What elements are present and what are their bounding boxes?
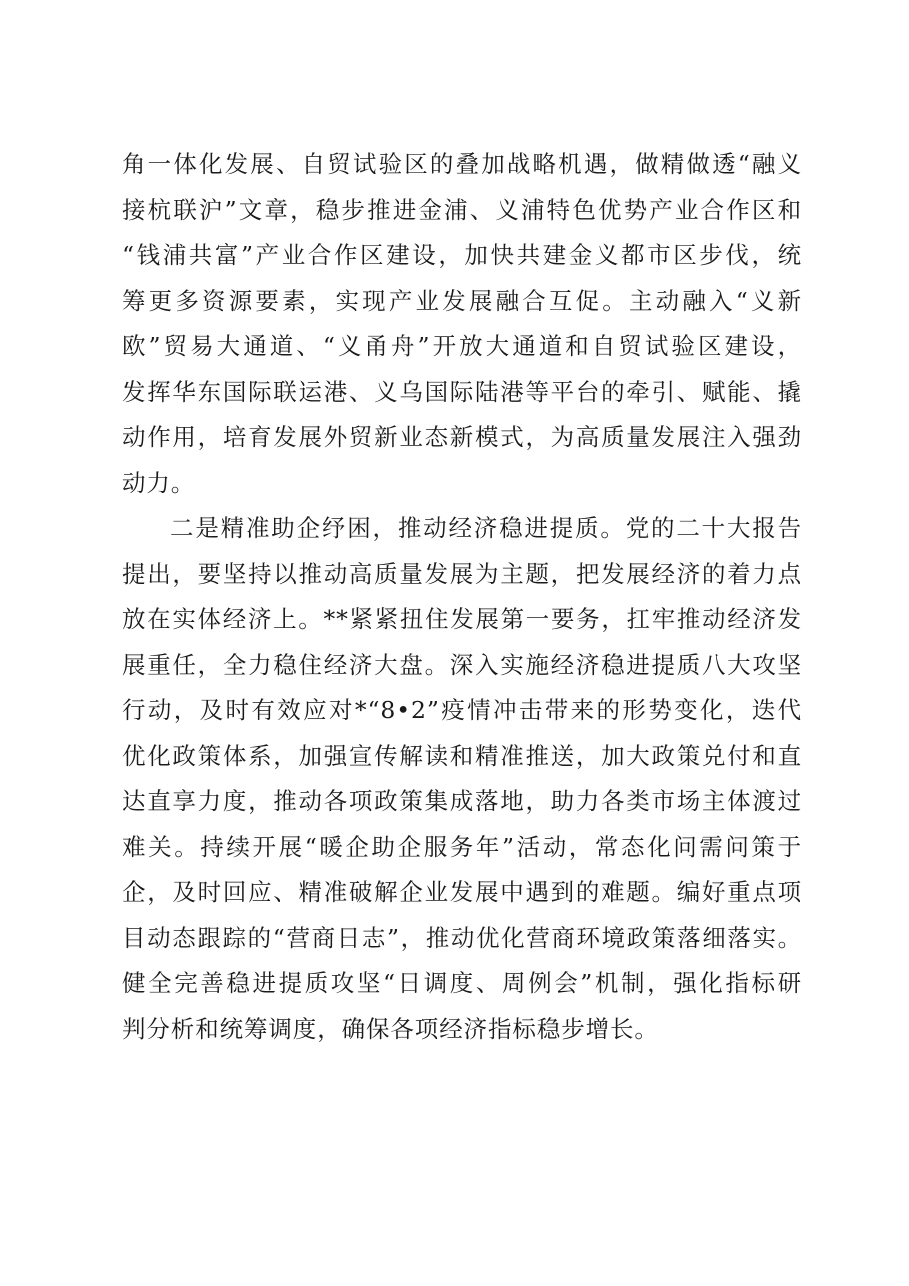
text-line: 展重任，全力稳住经济大盘。深入实施经济稳进提质八大攻坚: [122, 650, 802, 679]
text-line: 接杭联沪”文章，稳步推进金浦、义浦特色优势产业合作区和: [122, 195, 802, 224]
text-line: 目动态跟踪的“营商日志”，推动优化营商环境政策落细落实。: [122, 923, 802, 952]
text-line: 动力。: [122, 468, 196, 497]
text-line: 角一体化发展、自贸试验区的叠加战略机遇，做精做透“融义: [122, 150, 802, 178]
text-line: 难关。持续开展“暖企助企服务年”活动，常态化问需问策于: [122, 832, 802, 861]
text-line: 企，及时回应、精准破解企业发展中遇到的难题。编好重点项: [122, 878, 802, 906]
text-line: 判分析和统筹调度，确保各项经济指标稳步增长。: [122, 1014, 659, 1043]
text-line: 优化政策体系，加强宣传解读和精准推送，加大政策兑付和直: [122, 741, 802, 770]
paragraph-continuation: [122, 142, 802, 506]
text-line: 发挥华东国际联运港、义乌国际陆港等平台的牵引、赋能、撬: [122, 377, 802, 406]
text-line: 健全完善稳进提质攻坚“日调度、周例会”机制，强化指标研: [122, 969, 802, 997]
text-line: 二是精准助企纾困，推动经济稳进提质。党的二十大报告: [170, 514, 802, 542]
text-line: “钱浦共富”产业合作区建设，加快共建金义都市区步伐，统: [122, 241, 802, 269]
paragraph-support-enterprises: [122, 506, 802, 1052]
text-line: 欧”贸易大通道、“义甬舟”开放大通道和自贸试验区建设，: [122, 332, 802, 360]
text-line: 达直享力度，推动各项政策集成落地，助力各类市场主体渡过: [122, 787, 802, 815]
text-line: 动作用，培育发展外贸新业态新模式，为高质量发展注入强劲: [122, 423, 802, 451]
document-body: [122, 142, 802, 1052]
text-line: 放在实体经济上。**紧紧扭住发展第一要务，扛牢推动经济发: [122, 605, 802, 633]
text-line: 行动，及时有效应对*“8•2”疫情冲击带来的形势变化，迭代: [122, 696, 802, 724]
text-line: 筹更多资源要素，实现产业发展融合互促。主动融入“义新: [122, 286, 802, 315]
text-line: 提出，要坚持以推动高质量发展为主题，把发展经济的着力点: [122, 559, 802, 588]
